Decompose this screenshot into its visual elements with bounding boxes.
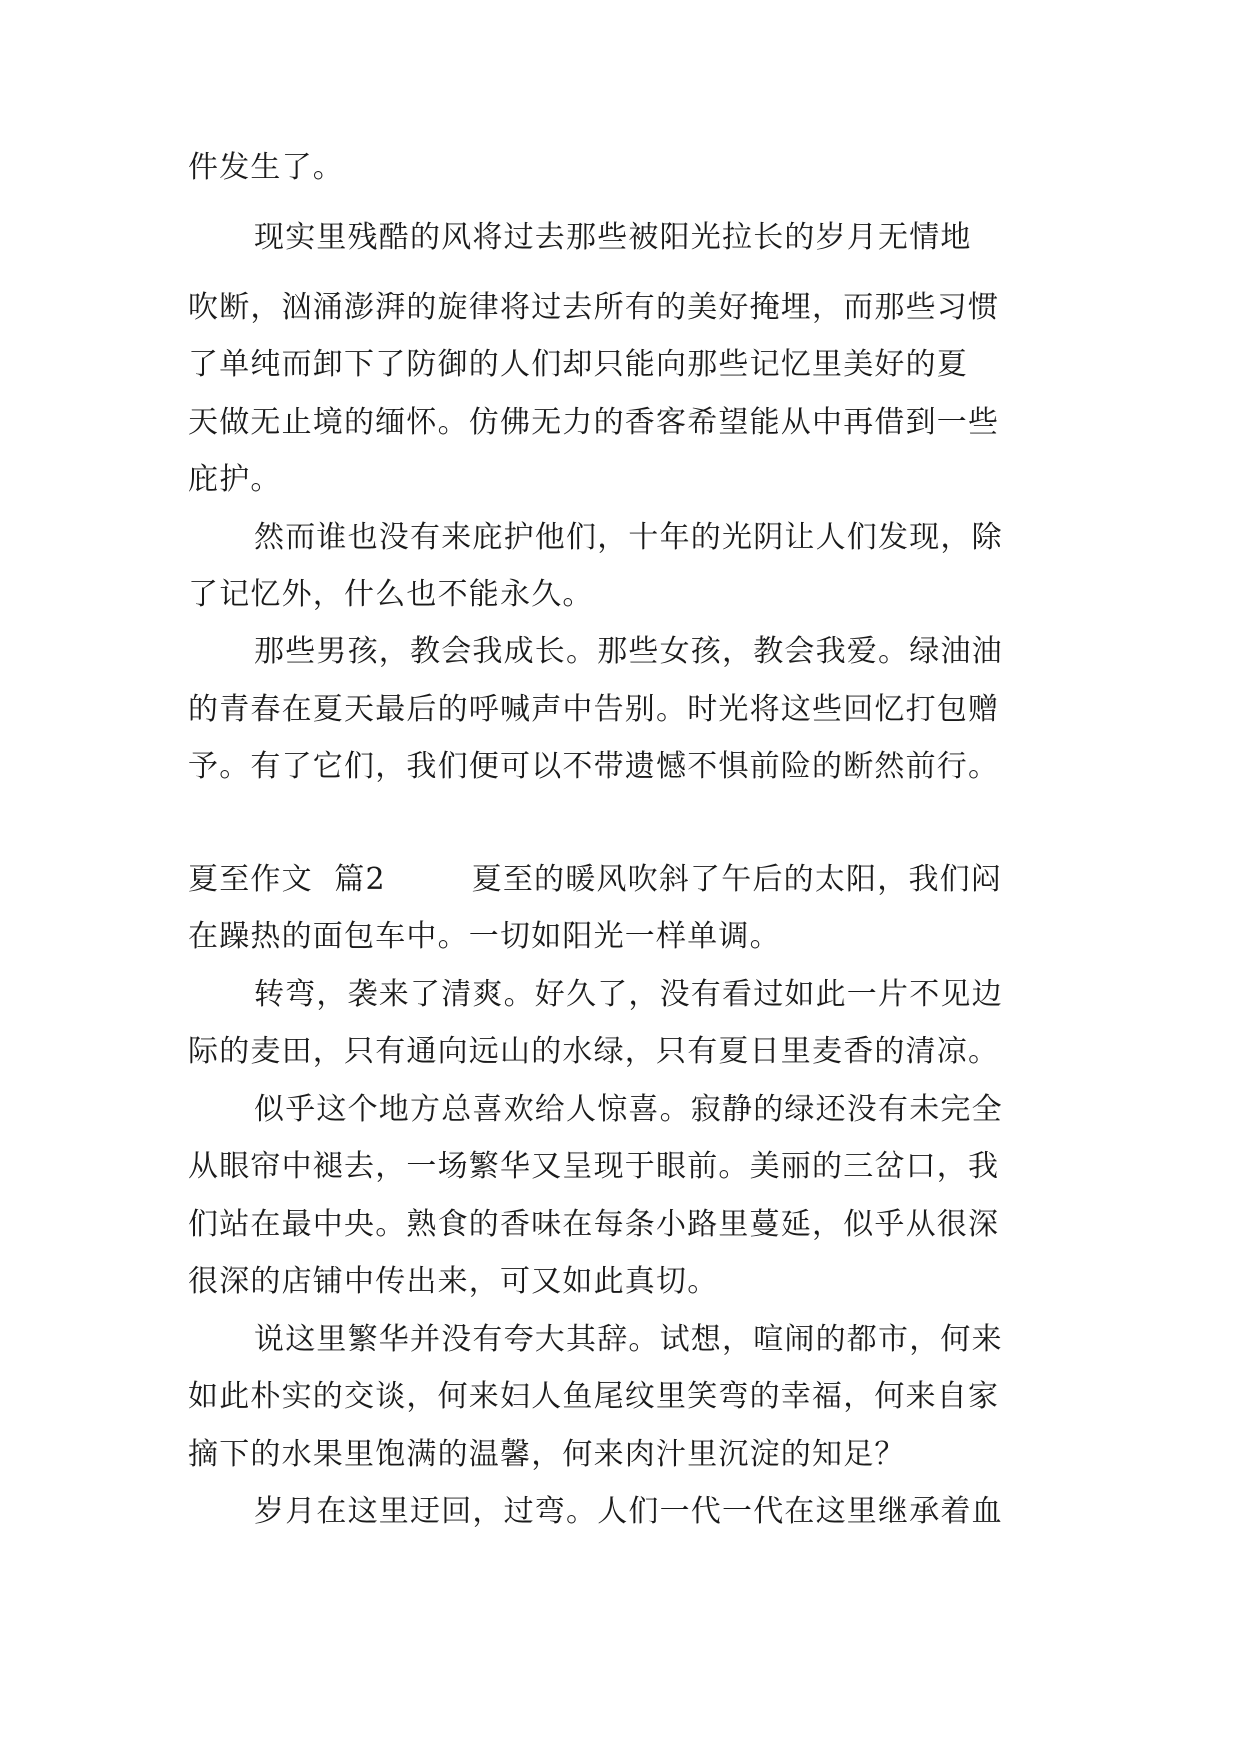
text-line: 那些男孩，教会我成长。那些女孩，教会我爱。绿油油 — [254, 634, 1003, 669]
text-line: 从眼帘中褪去，一场繁华又呈现于眼前。美丽的三岔口，我 — [188, 1149, 1000, 1184]
text-line: 们站在最中央。熟食的香味在每条小路里蔓延，似乎从很深 — [188, 1207, 1000, 1242]
text-line: 如此朴实的交谈，何来妇人鱼尾纹里笑弯的幸福，何来自家 — [188, 1379, 1000, 1414]
text-line: 很深的店铺中传出来，可又如此真切。 — [188, 1264, 719, 1299]
text-line: 然而谁也没有来庇护他们，十年的光阴让人们发现，除 — [254, 520, 1003, 555]
text-line: 了单纯而卸下了防御的人们却只能向那些记忆里美好的夏 — [188, 347, 968, 382]
text-line: 了记忆外，什么也不能永久。 — [188, 577, 594, 612]
text-line: 摘下的水果里饱满的温馨，何来肉汁里沉淀的知足？ — [188, 1437, 906, 1472]
text-line: 岁月在这里迂回，过弯。人们一代一代在这里继承着血 — [254, 1494, 1003, 1529]
text-line: 予。有了它们，我们便可以不带遗憾不惧前险的断然前行。 — [188, 749, 1000, 784]
text-line: 现实里残酷的风将过去那些被阳光拉长的岁月无情地 — [254, 220, 972, 255]
text-line: 际的麦田，只有通向远山的水绿，只有夏日里麦香的清凉。 — [188, 1034, 1000, 1069]
text-line: 吹断，汹涌澎湃的旋律将过去所有的美好掩埋，而那些习惯 — [188, 290, 1000, 325]
section-heading-line: 夏至作文 篇2 夏至的暖风吹斜了午后的太阳，我们闷 — [188, 862, 1003, 897]
text-line: 转弯，袭来了清爽。好久了，没有看过如此一片不见边 — [254, 977, 1003, 1012]
text-line: 件发生了。 — [188, 150, 344, 185]
text-line: 似乎这个地方总喜欢给人惊喜。寂静的绿还没有未完全 — [254, 1092, 1003, 1127]
text-line: 庇护。 — [188, 462, 282, 497]
text-line: 说这里繁华并没有夸大其辞。试想，喧闹的都市，何来 — [254, 1322, 1003, 1357]
text-line: 天做无止境的缅怀。仿佛无力的香客希望能从中再借到一些 — [188, 405, 1000, 440]
text-line: 的青春在夏天最后的呼喊声中告别。时光将这些回忆打包赠 — [188, 692, 1000, 727]
text-line: 在躁热的面包车中。一切如阳光一样单调。 — [188, 919, 781, 954]
